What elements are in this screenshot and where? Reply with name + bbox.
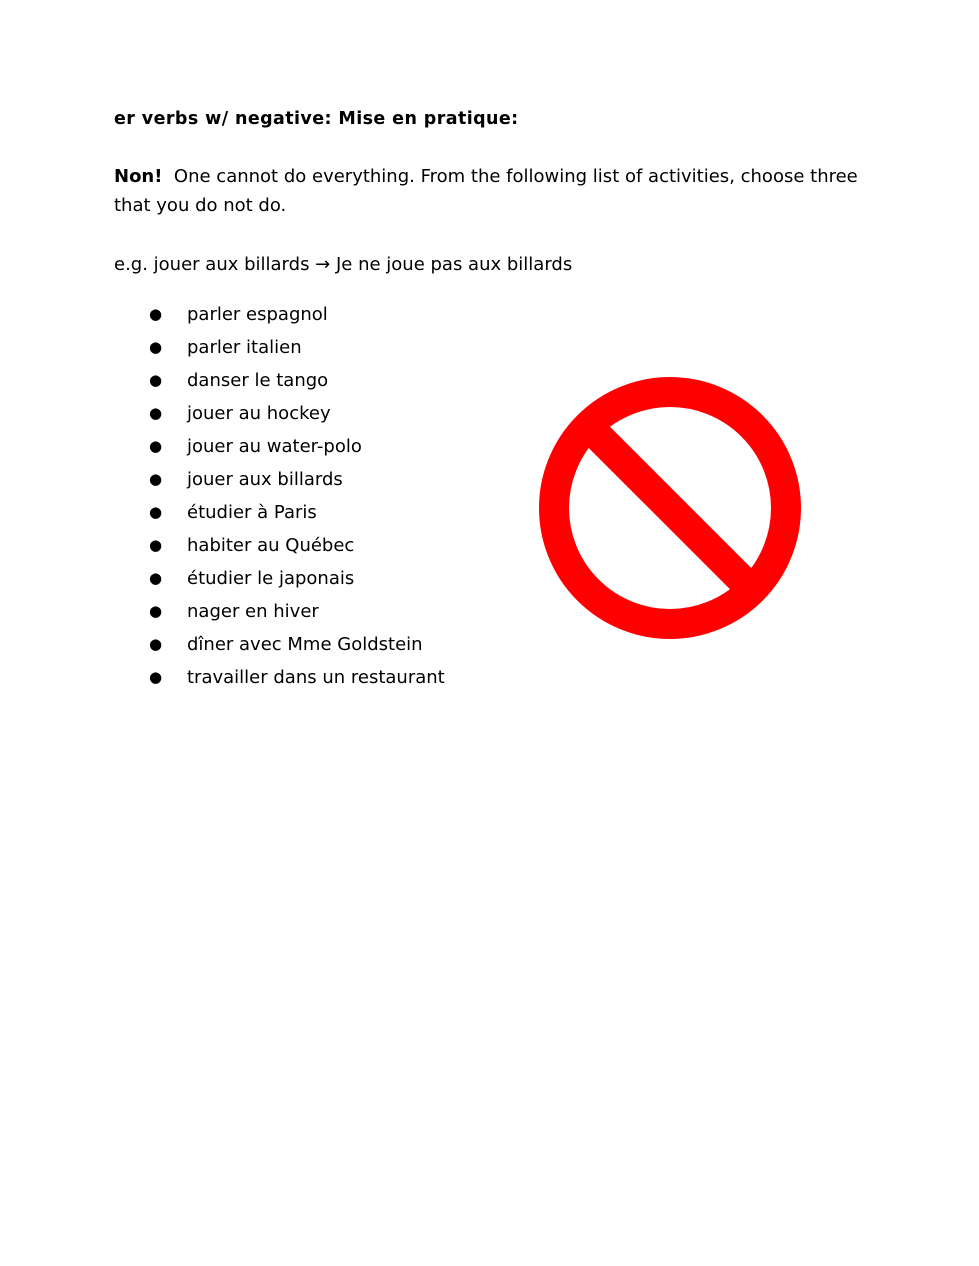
list-item-label: habiter au Québec (187, 534, 355, 556)
bullet-icon: ● (149, 469, 163, 488)
bullet-icon: ● (149, 535, 163, 554)
instruction-paragraph (114, 162, 859, 221)
list-item-label: travailler dans un restaurant (187, 666, 445, 688)
list-item-label: étudier à Paris (187, 501, 317, 523)
list-item-label: parler espagnol (187, 303, 328, 325)
list-item-label: jouer au water-polo (187, 435, 362, 457)
list-item-label: dîner avec Mme Goldstein (187, 633, 423, 655)
bullet-icon: ● (149, 337, 163, 356)
no-symbol-icon (536, 374, 804, 642)
bullet-icon: ● (149, 304, 163, 323)
list-item-label: parler italien (187, 336, 302, 358)
list-item (149, 303, 874, 325)
bullet-icon: ● (149, 568, 163, 587)
page-title: er verbs w/ negative: Mise en pratique: (114, 109, 519, 129)
bullet-icon: ● (149, 667, 163, 686)
list-item-label: jouer au hockey (187, 402, 331, 424)
list-item-label: étudier le japonais (187, 567, 355, 589)
list-item-label: jouer aux billards (187, 468, 343, 490)
bullet-icon: ● (149, 634, 163, 653)
instruction-lead: Non! (114, 165, 163, 187)
bullet-icon: ● (149, 601, 163, 620)
bullet-icon: ● (149, 403, 163, 422)
bullet-icon: ● (149, 502, 163, 521)
list-item-label: nager en hiver (187, 600, 319, 622)
list-item (149, 666, 874, 688)
bullet-icon: ● (149, 370, 163, 389)
list-item (149, 336, 874, 358)
example-line: e.g. jouer aux billards → Je ne joue pas aux billards (114, 254, 573, 275)
list-item-label: danser le tango (187, 369, 329, 391)
bullet-icon: ● (149, 436, 163, 455)
instruction-text: One cannot do everything. From the following list of activities, choose three that you do not do. (114, 165, 858, 217)
